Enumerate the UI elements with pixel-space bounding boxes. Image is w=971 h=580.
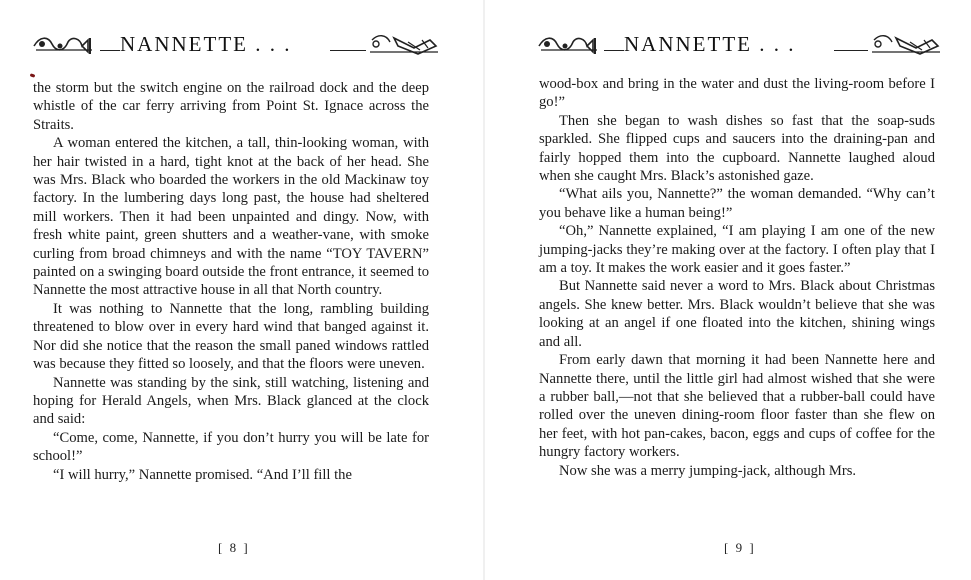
running-header	[0, 30, 470, 60]
paragraph: A woman entered the kitchen, a tall, thin-looking woman, with her hair twisted in a hard, tight knot at the back of her head. She was Mrs. Black who boarded the workers in the old Mackinaw toy factory. In the lumbering days long past, the house had sheltered mill workers. Then it had been unpainted and dingy. Now, with fresh white paint, green shutters and a weather-vane, with smoke curling from broad chimneys and with the name “TOY TAVERN” painted on a swinging board outside the front entrance, it seemed to Nannette the most attractive house in all that North country.	[33, 135, 429, 299]
paragraph: It was nothing to Nannette that the long, rambling building threatened to blow over in every hard wind that banged against it. Nor did she notice that the reason the small paned windows rattled was because they fitted so loosely, and that the floors were uneven.	[33, 300, 429, 373]
paragraph: Nannette was standing by the sink, still watching, listening and hoping for Herald Angels, when Mrs. Black glanced at the clock and said:	[33, 374, 429, 428]
header-rule-right	[330, 50, 366, 51]
paragraph: From early dawn that morning it had been Nannette here and Nannette there, until the little girl had almost wished that she were a rubber ball,—not that she believed that a rubber-ball could have rolled over the uneven dining-room floor faster than she flew on her feet, with hot pan-cakes, bacon, eggs and cups of coffee for the hungry factory workers.	[539, 352, 935, 461]
paragraph: Then she began to wash dishes so fast that the soap-suds sparkled. She flipped cups and saucers into the draining-pan and fairly hopped them into the cupboard. Nannette laughed aloud when she caught Mrs. Black’s astonished gaze.	[539, 112, 935, 185]
header-rule-left	[100, 50, 120, 51]
header-rule-right	[834, 50, 868, 51]
header-rule-left	[604, 50, 624, 51]
paragraph: “Come, come, Nannette, if you don’t hurry you will be late for school!”	[33, 429, 429, 465]
running-header	[500, 30, 971, 60]
right-page	[500, 0, 971, 580]
paragraph: “Oh,” Nannette explained, “I am playing I am one of the new jumping-jacks they’re making over at the factory. I often play that I am a toy. It makes the work easier and it goes faster.”	[539, 223, 935, 277]
ink-mark	[30, 73, 36, 78]
paragraph: wood-box and bring in the water and dust the living-room before I go!”	[539, 76, 935, 111]
running-head-title: NANNETTE . . .	[624, 32, 796, 56]
paragraph: Now she was a merry jumping-jack, although Mrs.	[559, 462, 857, 479]
right-body-text	[539, 75, 935, 480]
left-ornament-icon	[537, 34, 601, 56]
book-spine	[483, 0, 485, 580]
running-head-title: NANNETTE . . .	[120, 32, 292, 56]
left-body-text	[33, 79, 429, 484]
left-ornament-icon	[32, 34, 96, 56]
left-page	[0, 0, 470, 580]
right-ornament-icon	[368, 34, 440, 56]
page-number: [ 8 ]	[218, 540, 250, 555]
right-ornament-icon	[870, 34, 942, 56]
paragraph: But Nannette said never a word to Mrs. Black about Christmas angels. She knew better. Mrs. Black wouldn’t believe that she was looking at an angel if one floated into the kitchen, shining wings and all.	[539, 278, 935, 350]
paragraph: “I will hurry,” Nannette promised. “And I’ll fill the	[53, 466, 352, 483]
paragraph: “What ails you, Nannette?” the woman demanded. “Why can’t you behave like a human being!”	[539, 186, 935, 221]
page-number: [ 9 ]	[724, 540, 756, 555]
paragraph: the storm but the switch engine on the railroad dock and the deep whistle of the car ferry arriving from Point St. Ignace across the Straits.	[33, 80, 429, 133]
